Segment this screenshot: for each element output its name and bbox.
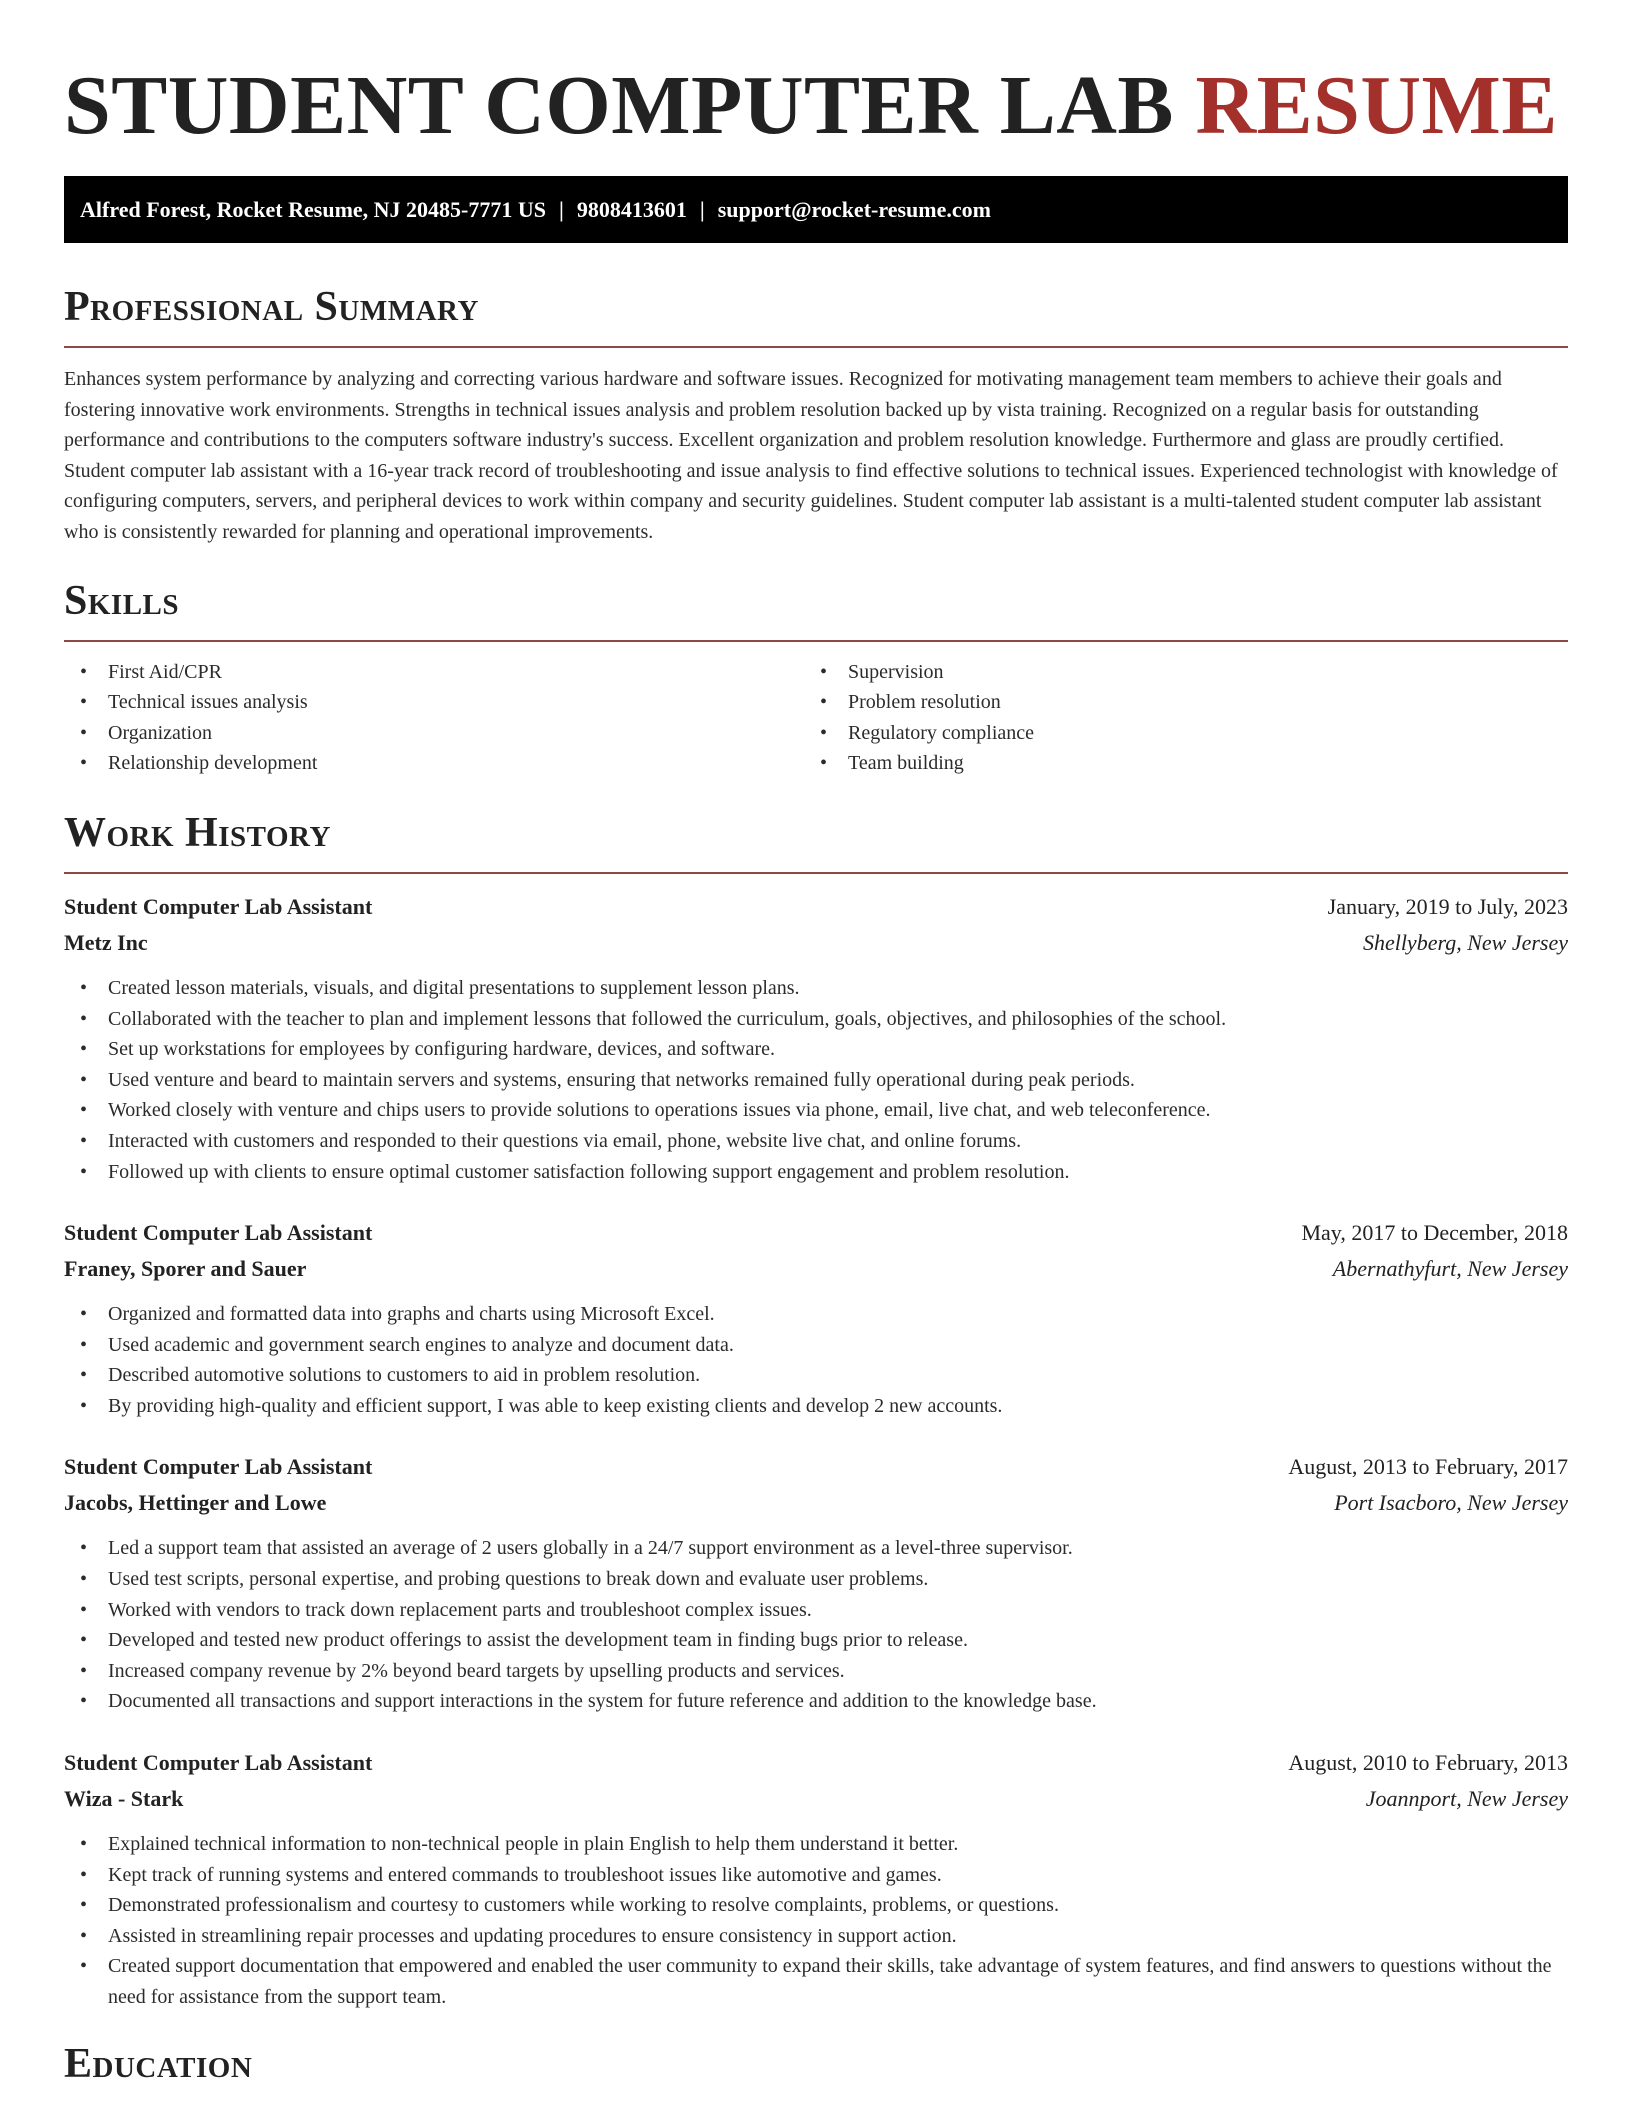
job-bullets — [64, 1299, 1568, 1421]
job-bullet: • Described automotive solutions to customers to aid in problem resolution. — [64, 1360, 1568, 1391]
job-company: Wiza - Stark — [64, 1786, 184, 1812]
contact-separator: | — [699, 197, 705, 222]
job-entry — [64, 1449, 1568, 1717]
job-dates: January, 2019 to July, 2023 — [1327, 893, 1568, 919]
work-history-divider — [64, 872, 1568, 874]
job-bullets — [64, 1829, 1568, 2013]
skills-list-left — [64, 657, 804, 779]
summary-heading: Professional Summary — [64, 284, 479, 330]
job-bullet: • Assisted in streamlining repair processes and updating procedures to ensure consistency in support action. — [64, 1921, 1568, 1952]
skills-list-right — [804, 657, 1544, 779]
job-dates: May, 2017 to December, 2018 — [1301, 1220, 1568, 1246]
job-bullet: • Increased company revenue by 2% beyond beard targets by upselling products and services. — [64, 1656, 1568, 1687]
job-dates: August, 2013 to February, 2017 — [1288, 1454, 1568, 1480]
job-company: Metz Inc — [64, 929, 148, 955]
job-location: Port Isacboro, New Jersey — [1334, 1490, 1568, 1516]
job-company: Franey, Sporer and Sauer — [64, 1256, 307, 1282]
job-company-row — [64, 925, 1568, 961]
job-title: Student Computer Lab Assistant — [64, 1220, 373, 1246]
contact-separator: | — [559, 197, 564, 222]
skill-item: • First Aid/CPR — [64, 657, 804, 688]
skills-grid — [64, 657, 1568, 779]
job-title: Student Computer Lab Assistant — [64, 1750, 373, 1776]
job-bullet: • Worked closely with venture and chips users to provide solutions to operations issues via phone, email, live chat, and web teleconference. — [64, 1095, 1568, 1126]
job-bullet: • Created support documentation that empowered and enabled the user community to expand their skills, take advantage of system features, and find answers to questions without the need for assistance from the support team. — [64, 1951, 1568, 2012]
summary-text: Enhances system performance by analyzing and correcting various hardware and software issues. Recognized for motivating management team members to achieve their goals and fostering innovative work environments. Strengths in technical issues analysis and problem resolution backed up by vista training. Recognized on a regular basis for outstanding performance and contributions to the computers software industry's success. Excellent organization and problem resolution knowledge. Furthermore and glass are proudly certified. Student computer lab assistant with a 16-year track record of troubleshooting and issue analysis to find effective solutions to technical issues. Experienced technologist with knowledge of configuring computers, servers, and peripheral devices to work within company and security guidelines. Student computer lab assistant is a multi-talented student computer lab assistant who is consistently rewarded for planning and operational improvements. — [64, 368, 1558, 543]
skills-divider — [64, 640, 1568, 642]
job-bullet: • Organized and formatted data into graphs and charts using Microsoft Excel. — [64, 1299, 1568, 1330]
skills-section — [64, 576, 1568, 779]
job-location: Abernathyfurt, New Jersey — [1332, 1256, 1568, 1282]
skill-item: • Supervision — [804, 657, 1544, 688]
job-entry — [64, 1745, 1568, 2013]
job-location: Joannport, New Jersey — [1365, 1786, 1568, 1812]
education-section — [64, 2039, 1568, 2089]
job-entry — [64, 889, 1568, 1187]
job-company-row — [64, 1251, 1568, 1287]
job-bullet: • Followed up with clients to ensure optimal customer satisfaction following support engagement and problem resolution. — [64, 1157, 1568, 1188]
job-bullet: • Set up workstations for employees by configuring hardware, devices, and software. — [64, 1034, 1568, 1065]
skills-heading: Skills — [64, 577, 180, 624]
job-bullet: • By providing high-quality and efficient support, I was able to keep existing clients and develop 2 new accounts. — [64, 1391, 1568, 1422]
job-bullet: • Used test scripts, personal expertise, and probing questions to break down and evaluate user problems. — [64, 1564, 1568, 1595]
job-bullet: • Collaborated with the teacher to plan and implement lessons that followed the curriculum, goals, objectives, and philosophies of the school. — [64, 1004, 1568, 1035]
job-title-row — [64, 1449, 1568, 1485]
job-bullet: • Explained technical information to non-technical people in plain English to help them understand it better. — [64, 1829, 1568, 1860]
job-bullet: • Demonstrated professionalism and courtesy to customers while working to resolve complaints, problems, or questions. — [64, 1890, 1568, 1921]
job-bullet: • Created lesson materials, visuals, and digital presentations to supplement lesson plans. — [64, 973, 1568, 1004]
work-history-section — [64, 808, 1568, 2013]
job-bullet: • Developed and tested new product offerings to assist the development team in finding bugs prior to release. — [64, 1625, 1568, 1656]
skill-item: • Technical issues analysis — [64, 687, 804, 718]
job-title-row — [64, 1745, 1568, 1781]
job-title: Student Computer Lab Assistant — [64, 1454, 373, 1480]
job-bullet: • Documented all transactions and support interactions in the system for future reference and addition to the knowledge base. — [64, 1686, 1568, 1717]
job-bullet: • Led a support team that assisted an average of 2 users globally in a 24/7 support environment as a level-three supervisor. — [64, 1533, 1568, 1564]
skill-item: • Organization — [64, 718, 804, 749]
resume-title — [64, 0, 1568, 156]
contact-email[interactable]: support@rocket-resume.com — [717, 197, 991, 222]
skill-item: • Problem resolution — [804, 687, 1544, 718]
job-dates: August, 2010 to February, 2013 — [1288, 1750, 1568, 1776]
job-bullet: • Interacted with customers and responded to their questions via email, phone, website live chat, and online forums. — [64, 1126, 1568, 1157]
contact-bar — [64, 176, 1568, 243]
job-title: Student Computer Lab Assistant — [64, 893, 373, 919]
title-main: STUDENT COMPUTER LAB — [64, 59, 1174, 152]
skill-item: • Team building — [804, 748, 1544, 779]
contact-address: Alfred Forest, Rocket Resume, NJ 20485-7771 US — [80, 197, 547, 222]
job-bullet: • Worked with vendors to track down replacement parts and troubleshoot complex issues. — [64, 1595, 1568, 1626]
summary-section — [64, 282, 1568, 548]
job-bullets — [64, 973, 1568, 1187]
summary-divider — [64, 346, 1568, 348]
job-company-row — [64, 1781, 1568, 1817]
job-bullet: • Used academic and government search engines to analyze and document data. — [64, 1330, 1568, 1361]
skill-item: • Relationship development — [64, 748, 804, 779]
title-accent: RESUME — [1195, 59, 1558, 152]
job-location: Shellyberg, New Jersey — [1362, 929, 1568, 955]
job-company: Jacobs, Hettinger and Lowe — [64, 1490, 327, 1516]
work-history-heading: Work History — [64, 809, 331, 856]
contact-phone[interactable]: 9808413601 — [576, 197, 687, 222]
skill-item: • Regulatory compliance — [804, 718, 1544, 749]
job-company-row — [64, 1485, 1568, 1521]
job-bullets — [64, 1533, 1568, 1717]
job-bullet: • Kept track of running systems and entered commands to troubleshoot issues like automotive and games. — [64, 1860, 1568, 1891]
job-entry — [64, 1215, 1568, 1421]
job-title-row — [64, 1215, 1568, 1251]
resume-page — [64, 0, 1568, 2089]
job-title-row — [64, 889, 1568, 925]
education-heading: Education — [64, 2040, 253, 2087]
job-bullet: • Used venture and beard to maintain servers and systems, ensuring that networks remained fully operational during peak periods. — [64, 1065, 1568, 1096]
